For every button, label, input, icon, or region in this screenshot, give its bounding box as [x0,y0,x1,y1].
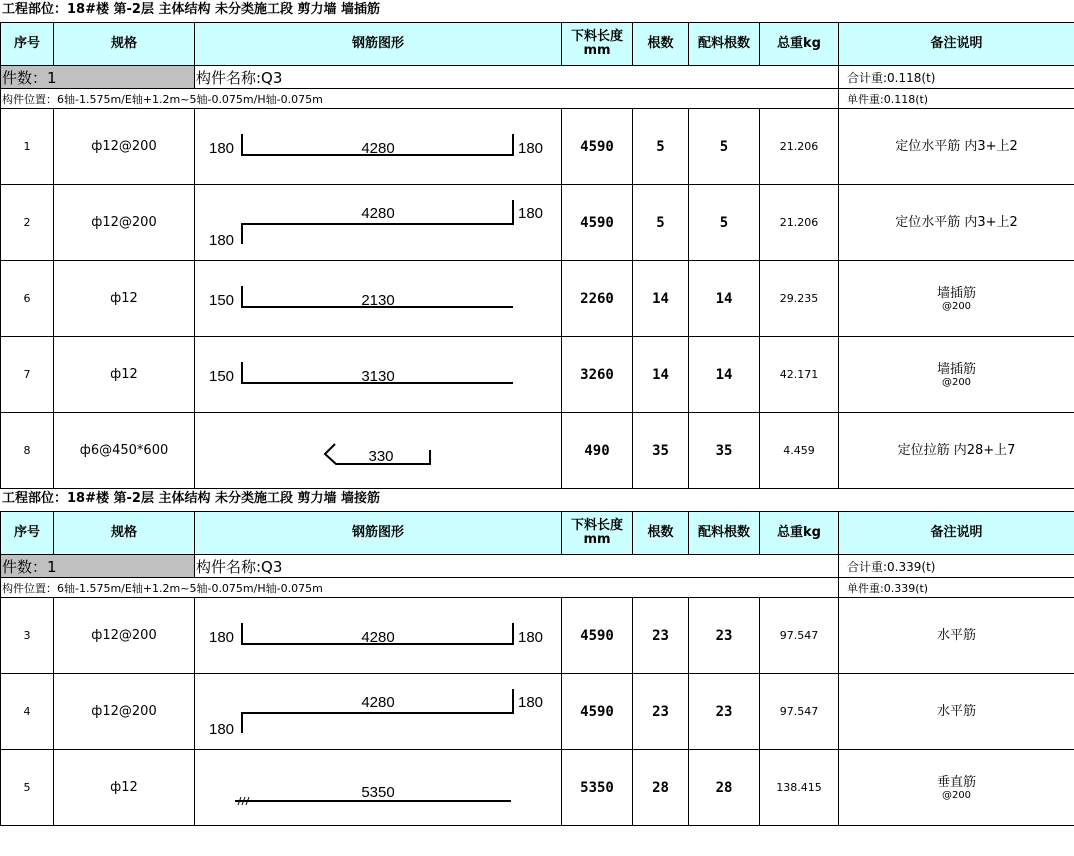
dim-main: 330 [368,447,394,465]
header-shape: 钢筋图形 [195,512,562,555]
dim-left: 180 [209,720,235,738]
rebar-shape-diagram [195,599,561,673]
item-cut-length: 5350 [562,750,633,826]
item-weight: 29.235 [760,261,839,337]
table-row [1,185,1074,261]
item-weight: 21.206 [760,109,839,185]
table-row [1,109,1074,185]
item-remark [839,337,1074,413]
item-shape [195,674,562,750]
item-spec: ф12@200 [54,109,195,185]
item-no: 1 [1,109,54,185]
rebar-shape-diagram [195,751,561,825]
remark-text: 墙插筋 [936,285,976,301]
header-match-count: 配料根数 [689,512,760,555]
item-match-count: 5 [689,185,760,261]
item-no: 3 [1,598,54,674]
header-row [1,512,1074,555]
item-cut-length: 490 [562,413,633,489]
item-weight: 138.415 [760,750,839,826]
item-remark [839,674,1074,750]
dim-main: 4280 [361,204,395,222]
item-no: 7 [1,337,54,413]
item-spec: ф12 [54,261,195,337]
component-name: 构件名称:Q3 [195,555,839,578]
item-match-count: 28 [689,750,760,826]
item-shape [195,598,562,674]
component-position: 构件位置：6轴-1.575m/E轴+1.2m~5轴-0.075m/H轴-0.075m [1,578,839,598]
item-shape [195,109,562,185]
item-count: 23 [633,598,689,674]
header-remark: 备注说明 [839,512,1074,555]
position-row [1,89,1074,109]
rebar-shape-diagram [195,414,561,488]
position-row [1,578,1074,598]
piece-count-row [1,66,1074,89]
header-count: 根数 [633,512,689,555]
header-match-count: 配料根数 [689,23,760,66]
rebar-shape-diagram [195,675,561,749]
splice-mark [238,797,249,805]
item-shape [195,337,562,413]
item-cut-length: 2260 [562,261,633,337]
item-cut-length: 4590 [562,674,633,750]
remark-text: 定位拉筋 内28+上7 [897,443,1016,458]
table-row [1,337,1074,413]
unit-weight: 单件重:0.339(t) [839,578,1074,598]
dim-main: 5350 [361,783,395,801]
item-shape [195,413,562,489]
header-total-weight: 总重kg [760,23,839,66]
item-match-count: 35 [689,413,760,489]
item-match-count: 14 [689,261,760,337]
remark-text: 定位水平筋 内3+上2 [895,139,1018,154]
piece-count: 件数：1 [1,555,195,578]
dim-main: 4280 [361,693,395,711]
header-no: 序号 [1,512,54,555]
piece-count: 件数：1 [1,66,195,89]
item-count: 14 [633,337,689,413]
item-spec: ф12@200 [54,185,195,261]
item-match-count: 23 [689,598,760,674]
item-no: 4 [1,674,54,750]
dim-left: 180 [209,628,235,646]
dim-right: 180 [518,139,544,157]
rebar-shape-diagram [195,262,561,336]
header-cut-length: 下料长度mm [562,512,633,555]
item-count: 28 [633,750,689,826]
item-remark [839,598,1074,674]
header-cut-length: 下料长度mm [562,23,633,66]
total-weight: 合计重:0.339(t) [839,555,1074,578]
schedule-table [0,22,1074,489]
rebar-shape-diagram [195,110,561,184]
dim-right: 180 [518,693,544,711]
item-cut-length: 4590 [562,598,633,674]
item-no: 2 [1,185,54,261]
table-row [1,413,1074,489]
dim-left: 180 [209,231,235,249]
item-remark [839,109,1074,185]
dim-main: 4280 [361,139,395,157]
item-remark [839,261,1074,337]
rebar-shape-diagram [195,186,561,260]
header-remark: 备注说明 [839,23,1074,66]
header-no: 序号 [1,23,54,66]
remark-text: 定位水平筋 内3+上2 [895,215,1018,230]
dim-right: 180 [518,204,544,222]
item-spec: ф6@450*600 [54,413,195,489]
rebar-shape-diagram [195,338,561,412]
item-spec: ф12 [54,750,195,826]
table-row [1,750,1074,826]
dim-left: 150 [209,367,235,385]
remark-sub: @200 [941,789,972,801]
table-row [1,674,1074,750]
remark-sub: @200 [941,300,972,312]
item-remark [839,750,1074,826]
item-shape [195,185,562,261]
header-row [1,23,1074,66]
total-weight: 合计重:0.118(t) [839,66,1074,89]
component-name: 构件名称:Q3 [195,66,839,89]
component-position: 构件位置：6轴-1.575m/E轴+1.2m~5轴-0.075m/H轴-0.075m [1,89,839,109]
item-remark [839,185,1074,261]
header-spec: 规格 [54,23,195,66]
header-shape: 钢筋图形 [195,23,562,66]
item-weight: 42.171 [760,337,839,413]
item-match-count: 5 [689,109,760,185]
header-spec: 规格 [54,512,195,555]
item-shape [195,750,562,826]
item-remark [839,413,1074,489]
item-spec: ф12 [54,337,195,413]
item-count: 5 [633,185,689,261]
item-cut-length: 3260 [562,337,633,413]
section-title: 工程部位：18#楼 第-2层 主体结构 未分类施工段 剪力墙 墙接筋 [2,491,381,506]
remark-text: 水平筋 [936,704,976,719]
remark-text: 水平筋 [936,628,976,643]
item-count: 14 [633,261,689,337]
item-match-count: 14 [689,337,760,413]
remark-sub: @200 [941,376,972,388]
item-weight: 4.459 [760,413,839,489]
dim-right: 180 [518,628,544,646]
schedule-table [0,511,1074,826]
item-no: 6 [1,261,54,337]
item-count: 5 [633,109,689,185]
item-no: 8 [1,413,54,489]
remark-text: 垂直筋 [936,774,976,790]
header-total-weight: 总重kg [760,512,839,555]
item-count: 35 [633,413,689,489]
remark-text: 墙插筋 [936,361,976,377]
item-spec: ф12@200 [54,598,195,674]
item-weight: 21.206 [760,185,839,261]
item-cut-length: 4590 [562,109,633,185]
item-shape [195,261,562,337]
table-row [1,598,1074,674]
item-cut-length: 4590 [562,185,633,261]
header-count: 根数 [633,23,689,66]
item-spec: ф12@200 [54,674,195,750]
table-row [1,261,1074,337]
unit-weight: 单件重:0.118(t) [839,89,1074,109]
item-weight: 97.547 [760,598,839,674]
item-no: 5 [1,750,54,826]
dim-main: 2130 [361,291,395,309]
piece-count-row [1,555,1074,578]
item-count: 23 [633,674,689,750]
dim-main: 3130 [361,367,395,385]
section-title: 工程部位：18#楼 第-2层 主体结构 未分类施工段 剪力墙 墙插筋 [2,2,381,17]
dim-main: 4280 [361,628,395,646]
item-match-count: 23 [689,674,760,750]
dim-left: 150 [209,291,235,309]
item-weight: 97.547 [760,674,839,750]
dim-left: 180 [209,139,235,157]
